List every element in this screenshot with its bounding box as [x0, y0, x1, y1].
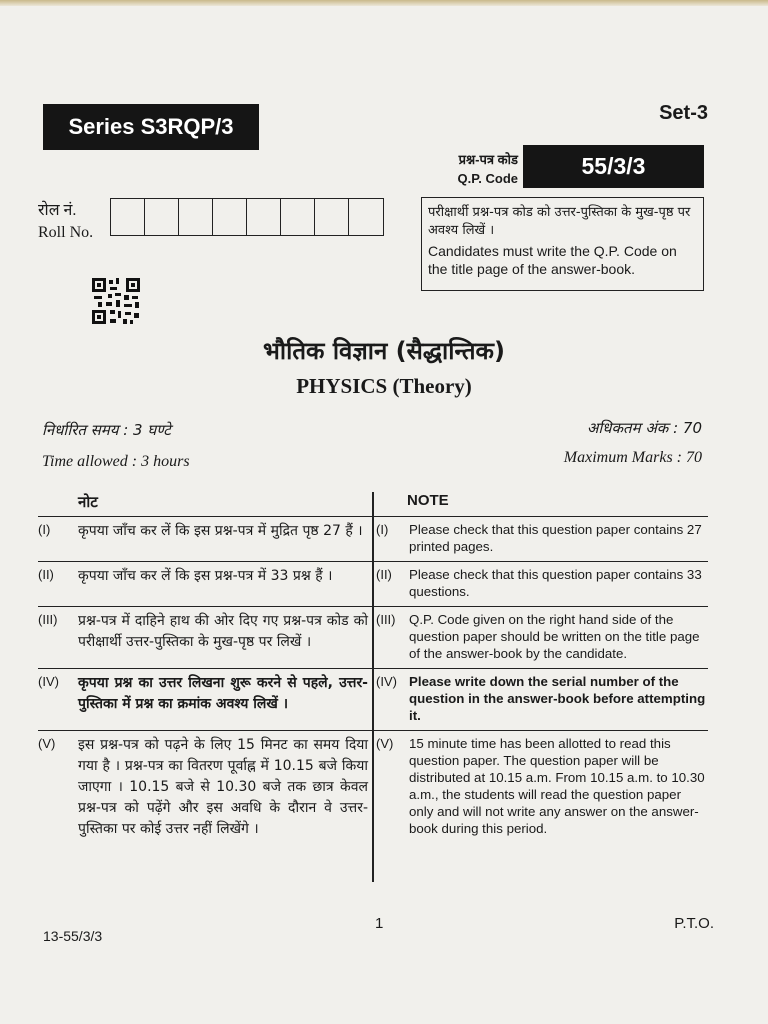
note-number-hi: (V)	[38, 736, 56, 751]
note-number-en: (V)	[376, 736, 394, 751]
note-number-en: (IV)	[376, 674, 397, 689]
qp-code-value: 55/3/3	[523, 145, 704, 188]
roll-number-label	[38, 200, 93, 244]
roll-number-boxes[interactable]	[110, 198, 384, 236]
note-text-hi: कृपया जाँच कर लें कि इस प्रश्न-पत्र में 33 प्रश्न हैं ।	[78, 568, 333, 584]
qp-code-label	[426, 150, 518, 188]
notes-table	[38, 492, 708, 846]
roll-label-hi: रोल नं.	[38, 202, 77, 219]
notes-heading-en: NOTE	[407, 492, 449, 509]
roll-digit-box[interactable]	[213, 199, 247, 235]
note-text-en: Please check that this question paper contains 27 printed pages.	[409, 522, 702, 554]
time-allowed-hi: निर्धारित समय : 3 घण्टे	[42, 421, 171, 439]
series-label: Series S3RQP/3	[43, 104, 259, 150]
qp-code-label-en: Q.P. Code	[457, 171, 518, 186]
page-number: 1	[375, 915, 384, 932]
note-text-hi: कृपया प्रश्न का उत्तर लिखना शुरू करने से पहले, उत्तर-पुस्तिका में प्रश्न का क्रमांक अवश्य लिखें ।	[78, 675, 368, 712]
roll-label-en: Roll No.	[38, 224, 94, 241]
note-text-en: Please check that this question paper contains 33 questions.	[409, 567, 702, 599]
note-number-en: (III)	[376, 612, 396, 627]
note-number-en: (II)	[376, 567, 392, 582]
qr-code-icon	[92, 278, 140, 324]
roll-digit-box[interactable]	[315, 199, 349, 235]
note-number-hi: (IV)	[38, 674, 59, 689]
set-label: Set-3	[659, 102, 708, 124]
note-number-hi: (III)	[38, 612, 58, 627]
title-english: PHYSICS (Theory)	[296, 374, 472, 398]
notes-heading-hi: नोट	[78, 493, 98, 511]
note-text-en: Please write down the serial number of the question in the answer-book before attempting it.	[409, 674, 706, 723]
notes-divider	[372, 492, 374, 882]
roll-digit-box[interactable]	[145, 199, 179, 235]
candidate-instruction-en: Candidates must write the Q.P. Code on the title page of the answer-book.	[428, 243, 677, 277]
qp-code-label-hi: प्रश्न-पत्र कोड	[458, 152, 518, 167]
note-text-hi: कृपया जाँच कर लें कि इस प्रश्न-पत्र में मुद्रित पृष्ठ 27 हैं ।	[78, 523, 363, 539]
note-number-hi: (II)	[38, 567, 54, 582]
note-text-hi: प्रश्न-पत्र में दाहिने हाथ की ओर दिए गए प्रश्न-पत्र कोड को परीक्षार्थी उत्तर-पुस्तिका के मुख-पृष्ठ पर लिखें ।	[78, 613, 368, 650]
candidate-instruction-box	[421, 197, 704, 291]
footer-paper-code: 13-55/3/3	[43, 928, 103, 944]
please-turn-over: P.T.O.	[674, 915, 714, 932]
time-allowed-en: Time allowed : 3 hours	[42, 453, 190, 470]
maximum-marks-en: Maximum Marks : 70	[563, 449, 702, 466]
roll-digit-box[interactable]	[111, 199, 145, 235]
roll-digit-box[interactable]	[247, 199, 281, 235]
note-number-hi: (I)	[38, 522, 51, 537]
page-top-edge	[0, 0, 768, 6]
roll-digit-box[interactable]	[179, 199, 213, 235]
title-hindi: भौतिक विज्ञान (सैद्धान्तिक)	[263, 337, 505, 365]
roll-digit-box[interactable]	[281, 199, 315, 235]
maximum-marks-hi: अधिकतम अंक : 70	[586, 419, 702, 437]
note-text-en: Q.P. Code given on the right hand side of the question paper should be written on the title page of the answer-book by the candidate.	[409, 612, 700, 661]
note-number-en: (I)	[376, 522, 389, 537]
note-text-hi: इस प्रश्न-पत्र को पढ़ने के लिए 15 मिनट का समय दिया गया है । प्रश्न-पत्र का वितरण पूर्वाह्न में 10.15 बजे किया जाएगा । 10.15 बजे से 10.30 बजे तक छात्र केवल प्रश्न-पत्र को पढ़ेंगे और इस अवधि के दौरान वे उत्तर-पुस्तिका पर कोई उत्तर नहीं लिखेंगे ।	[78, 737, 368, 837]
note-text-en: 15 minute time has been allotted to read this question paper. The question paper will be distributed at 10.15 a.m. From 10.15 a.m. to 10.30 a.m., the students will read the question paper only and will not write any answer on the answer-book during this period.	[409, 736, 705, 836]
candidate-instruction-hi: परीक्षार्थी प्रश्न-पत्र कोड को उत्तर-पुस्तिका के मुख-पृष्ठ पर अवश्य लिखें ।	[428, 205, 691, 238]
roll-digit-box[interactable]	[349, 199, 383, 235]
